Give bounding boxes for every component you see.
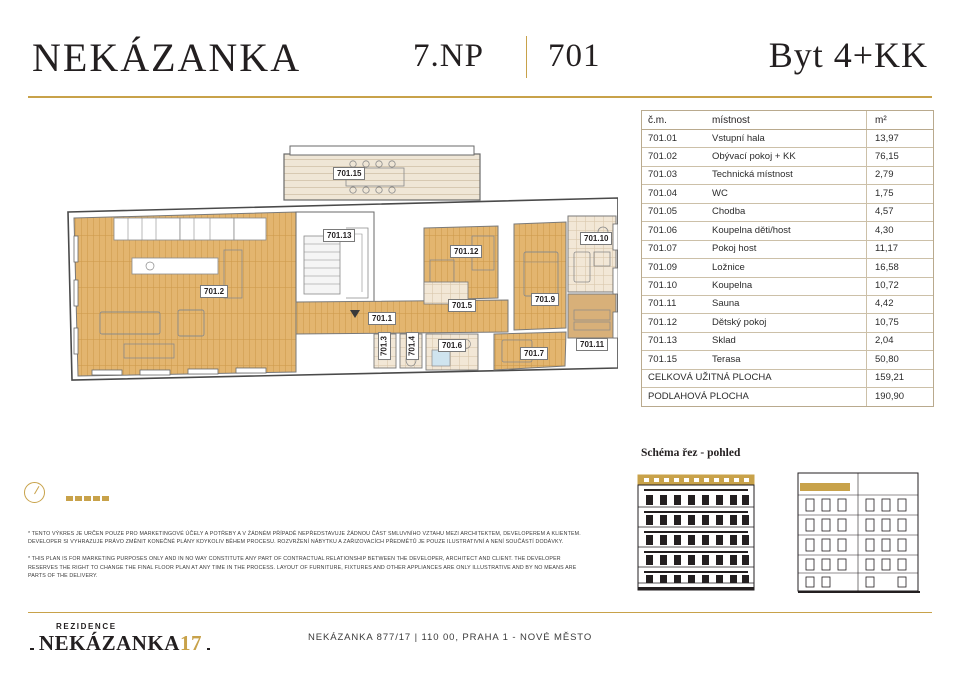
room-bedroom xyxy=(514,222,566,330)
area-table xyxy=(641,110,934,407)
cell-room: Sklad xyxy=(706,332,867,350)
room-living-kitchen xyxy=(74,212,296,376)
room-tag: 701.9 xyxy=(531,293,559,306)
table-row xyxy=(642,332,933,350)
cell-room: Koupelna děti/host xyxy=(706,222,867,240)
cell-area: 11,17 xyxy=(867,240,934,258)
room-tag: 701.10 xyxy=(580,232,612,245)
room-tag: 701.15 xyxy=(333,167,365,180)
disclaimer-en: * THIS PLAN IS FOR MARKETING PURPOSES ONLY AND IN NO WAY CONSTITUTE ANY PART OF CONTRACTUAL RELATIONSHIP BETWEEN THE DEVELOPER, ARCHITECT AND CLIENT. THE DEVELOPER RESERVES THE RIGHT TO CHANGE THE FINAL FLOOR PLAN AT ANY TIME IN THE PROCESS. LAYOUT OF FURNITURE, FIXTURES AND OTHER APPLIANCES ARE ONLY ILLUSTRATIVE AND BY NO MEANS ARE PARTS OF THE DELIVERY. xyxy=(28,556,577,579)
cell-area: 13,97 xyxy=(867,130,934,148)
room-bathroom-main xyxy=(568,216,616,292)
cell-number: 701.09 xyxy=(642,259,706,277)
compass-needle xyxy=(34,486,39,494)
cell-room: Vstupní hala xyxy=(706,130,867,148)
cell-room: Terasa xyxy=(706,351,867,369)
cell-area: 1,75 xyxy=(867,185,934,203)
cell-number: 701.01 xyxy=(642,130,706,148)
logo-dash-right xyxy=(207,648,210,650)
cell-room: Dětský pokoj xyxy=(706,314,867,332)
total-area: 190,90 xyxy=(867,388,934,406)
col-header-area: m² xyxy=(867,111,934,130)
floorplan-drawing xyxy=(28,132,618,412)
cell-area: 4,30 xyxy=(867,222,934,240)
table-row xyxy=(642,240,933,258)
cell-area: 16,58 xyxy=(867,259,934,277)
room-tag: 701.3 xyxy=(378,332,391,360)
unit-number: 701 xyxy=(548,38,601,74)
disclaimer xyxy=(28,530,588,589)
cell-room: Koupelna xyxy=(706,277,867,295)
room-tag: 701.7 xyxy=(520,347,548,360)
cell-room: Sauna xyxy=(706,295,867,313)
unit-type: Byt 4+KK xyxy=(768,35,928,75)
cell-area: 10,75 xyxy=(867,314,934,332)
cell-number: 701.02 xyxy=(642,148,706,166)
cell-number: 701.15 xyxy=(642,351,706,369)
logo xyxy=(30,622,210,656)
cell-room: Pokoj host xyxy=(706,240,867,258)
room-tag: 701.5 xyxy=(448,299,476,312)
total-label: CELKOVÁ UŽITNÁ PLOCHA xyxy=(642,369,867,387)
cell-number: 701.13 xyxy=(642,332,706,350)
room-tag: 701.4 xyxy=(406,332,419,360)
table-header-row xyxy=(642,111,933,130)
table-total-row xyxy=(642,369,933,387)
col-header-room: místnost xyxy=(706,111,867,130)
room-hall xyxy=(296,300,508,334)
cell-area: 4,57 xyxy=(867,203,934,221)
table-row xyxy=(642,185,933,203)
cell-room: Technická místnost xyxy=(706,166,867,184)
cell-area: 50,80 xyxy=(867,351,934,369)
cell-room: Ložnice xyxy=(706,259,867,277)
schema-title: Schéma řez - pohled xyxy=(641,447,741,459)
cell-number: 701.11 xyxy=(642,295,706,313)
north-arrow-icon xyxy=(24,482,45,503)
col-header-number: č.m. xyxy=(642,111,706,130)
cell-area: 2,79 xyxy=(867,166,934,184)
room-tag: 701.6 xyxy=(438,339,466,352)
table-row xyxy=(642,259,933,277)
logo-top-text: REZIDENCE xyxy=(56,622,117,631)
cell-number: 701.04 xyxy=(642,185,706,203)
table-row xyxy=(642,222,933,240)
cell-area: 10,72 xyxy=(867,277,934,295)
header-divider xyxy=(526,36,527,78)
cell-number: 701.12 xyxy=(642,314,706,332)
table-row xyxy=(642,277,933,295)
legend-block xyxy=(24,482,124,512)
facade-elevation xyxy=(798,473,920,593)
cell-area: 76,15 xyxy=(867,148,934,166)
total-label: PODLAHOVÁ PLOCHA xyxy=(642,388,867,406)
footer-rule xyxy=(28,612,932,613)
section-drawing xyxy=(638,475,754,590)
table-row xyxy=(642,295,933,313)
header-rule xyxy=(28,96,932,98)
terrace-area xyxy=(284,146,480,200)
logo-suffix: 17 xyxy=(179,631,202,655)
table-row xyxy=(642,351,933,369)
table-total-row xyxy=(642,388,933,406)
cell-number: 701.07 xyxy=(642,240,706,258)
table-row xyxy=(642,148,933,166)
cell-area: 2,04 xyxy=(867,332,934,350)
floor-label: 7.NP xyxy=(413,38,484,74)
room-tag: 701.12 xyxy=(450,245,482,258)
schema-elevations xyxy=(630,465,932,600)
sheet-header xyxy=(28,28,932,92)
room-tag: 701.1 xyxy=(368,312,396,325)
table-row xyxy=(642,314,933,332)
scale-bar-icon xyxy=(66,488,114,494)
total-area: 159,21 xyxy=(867,369,934,387)
cell-room: WC xyxy=(706,185,867,203)
room-tag: 701.13 xyxy=(323,229,355,242)
windows-right xyxy=(613,224,618,338)
cell-number: 701.03 xyxy=(642,166,706,184)
room-tag: 701.11 xyxy=(576,338,608,351)
schema-svg xyxy=(630,465,932,600)
cell-number: 701.05 xyxy=(642,203,706,221)
room-sauna xyxy=(568,294,616,338)
table-row xyxy=(642,130,933,148)
table-row xyxy=(642,203,933,221)
floorplan-svg xyxy=(28,132,618,412)
cell-number: 701.10 xyxy=(642,277,706,295)
room-storage-stairs xyxy=(296,212,374,302)
table-row xyxy=(642,166,933,184)
cell-area: 4,42 xyxy=(867,295,934,313)
room-tag: 701.2 xyxy=(200,285,228,298)
cell-room: Chodba xyxy=(706,203,867,221)
cell-number: 701.06 xyxy=(642,222,706,240)
page-title: NEKÁZANKA xyxy=(32,35,302,80)
logo-main-text: NEKÁZANKA xyxy=(38,631,180,655)
disclaimer-cz: * TENTO VÝKRES JE URČEN POUZE PRO MARKETINGOVÉ ÚČELY A POTŘEBY A V ŽÁDNÉM PŘÍPADĚ NEPŘEDSTAVUJE ŽÁDNOU ČÁST SMLUVNÍHO VZTAHU MEZI ARCHITEKTEM, DEVELOPEREM A KLIENTEM. DEVELOPER SI VYHRAZUJE PRÁVO ZMĚNIT KONEČNÉ PLÁNY KDYKOLIV BĚHEM PROCESU. ROZVRŽENÍ NÁBYTKU A ZAŘIZOVACÍCH PŘEDMĚTŮ JE POUZE ILUSTRATIVNÍ A NENÍ SOUČÁSTÍ DODÁVKY. xyxy=(28,531,581,546)
cell-room: Obývací pokoj + KK xyxy=(706,148,867,166)
footer-address: NEKÁZANKA 877/17 | 110 00, PRAHA 1 - NOVÉ MĚSTO xyxy=(308,632,593,643)
logo-dash-left xyxy=(30,648,34,650)
